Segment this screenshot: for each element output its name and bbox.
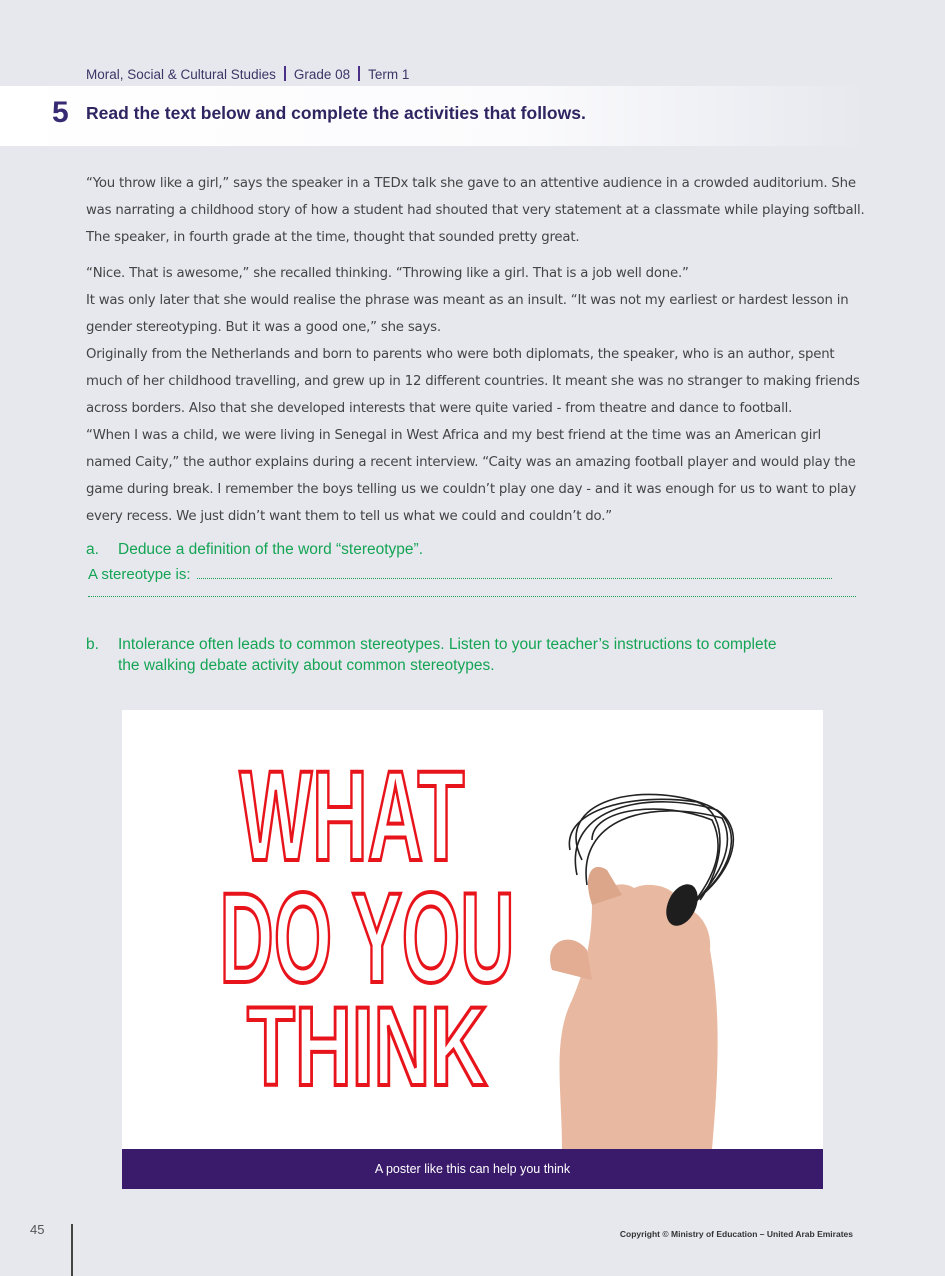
page-number: 45 — [30, 1222, 45, 1237]
subject-label: Moral, Social & Cultural Studies — [86, 67, 276, 82]
passage-paragraph: “When I was a child, we were living in Senegal in West Africa and my best friend at the time was an American girl named Caity,” the author explains during a recent interview. “Caity was an amazing football player and would play the game during break. I remember the boys telling us we couldn’t play one day - and it was enough for us to want to play every recess. We just didn’t want them to tell us what we could and couldn’t do.” — [86, 428, 857, 524]
caption-text: A poster like this can help you think — [374, 1162, 571, 1176]
question-letter: b. — [86, 636, 99, 653]
reading-passage — [86, 170, 866, 530]
answer-line[interactable] — [197, 566, 832, 579]
passage-paragraph: Originally from the Netherlands and born to parents who were both diplomats, the speaker, who is an author, spent much of her childhood travelling, and grew up in 12 different countries. It meant she was no stranger to making friends across borders. Also that she developed interests that were quite varied - from theatre and dance to football. — [86, 347, 860, 416]
passage-paragraph: “You throw like a girl,” says the speaker in a TEDx talk she gave to an attentive audience in a crowded auditorium. She was narrating a childhood story of how a student had shouted that very statement at a classmate while playing softball. The speaker, in fourth grade at the time, thought that sounded pretty great. — [86, 176, 865, 245]
poster-word-what: WHAT — [239, 745, 465, 888]
header-divider — [358, 66, 360, 81]
poster-illustration — [122, 710, 823, 1149]
question-text-line2: the walking debate activity about common stereotypes. — [118, 657, 495, 674]
grade-label: Grade 08 — [293, 67, 351, 82]
answer-prompt: A stereotype is: — [88, 566, 191, 583]
question-b — [86, 634, 866, 676]
answer-line[interactable] — [88, 596, 856, 597]
passage-paragraph: It was only later that she would realise the phrase was meant as an insult. “It was not my earliest or hardest lesson in gender stereotyping. But it was a good one,” she says. — [86, 293, 849, 335]
question-text-line1: Intolerance often leads to common stereotypes. Listen to your teacher’s instructions to complete — [118, 636, 777, 653]
term-label: Term 1 — [368, 67, 410, 82]
poster-lettering — [220, 745, 515, 1109]
poster-word-do-you: DO YOU — [219, 867, 515, 1010]
passage-paragraph: “Nice. That is awesome,” she recalled thinking. “Throwing like a girl. That is a job well done.” — [86, 266, 689, 281]
question-a — [86, 541, 423, 559]
copyright-notice: Copyright © Ministry of Education – United Arab Emirates — [619, 1229, 853, 1239]
answer-row-a — [88, 566, 853, 583]
section-title: Read the text below and complete the activities that follows. — [86, 103, 586, 123]
figure-caption — [122, 1149, 823, 1189]
footer-divider — [71, 1224, 73, 1276]
question-letter: a. — [86, 541, 99, 558]
poster-word-think: THINK — [247, 984, 487, 1109]
hand-illustration — [550, 867, 718, 1149]
header-divider — [284, 66, 286, 81]
question-text: Deduce a definition of the word “stereotype”. — [118, 541, 424, 558]
page-header — [86, 66, 409, 82]
section-number: 5 — [52, 96, 69, 129]
poster-image — [122, 710, 823, 1149]
